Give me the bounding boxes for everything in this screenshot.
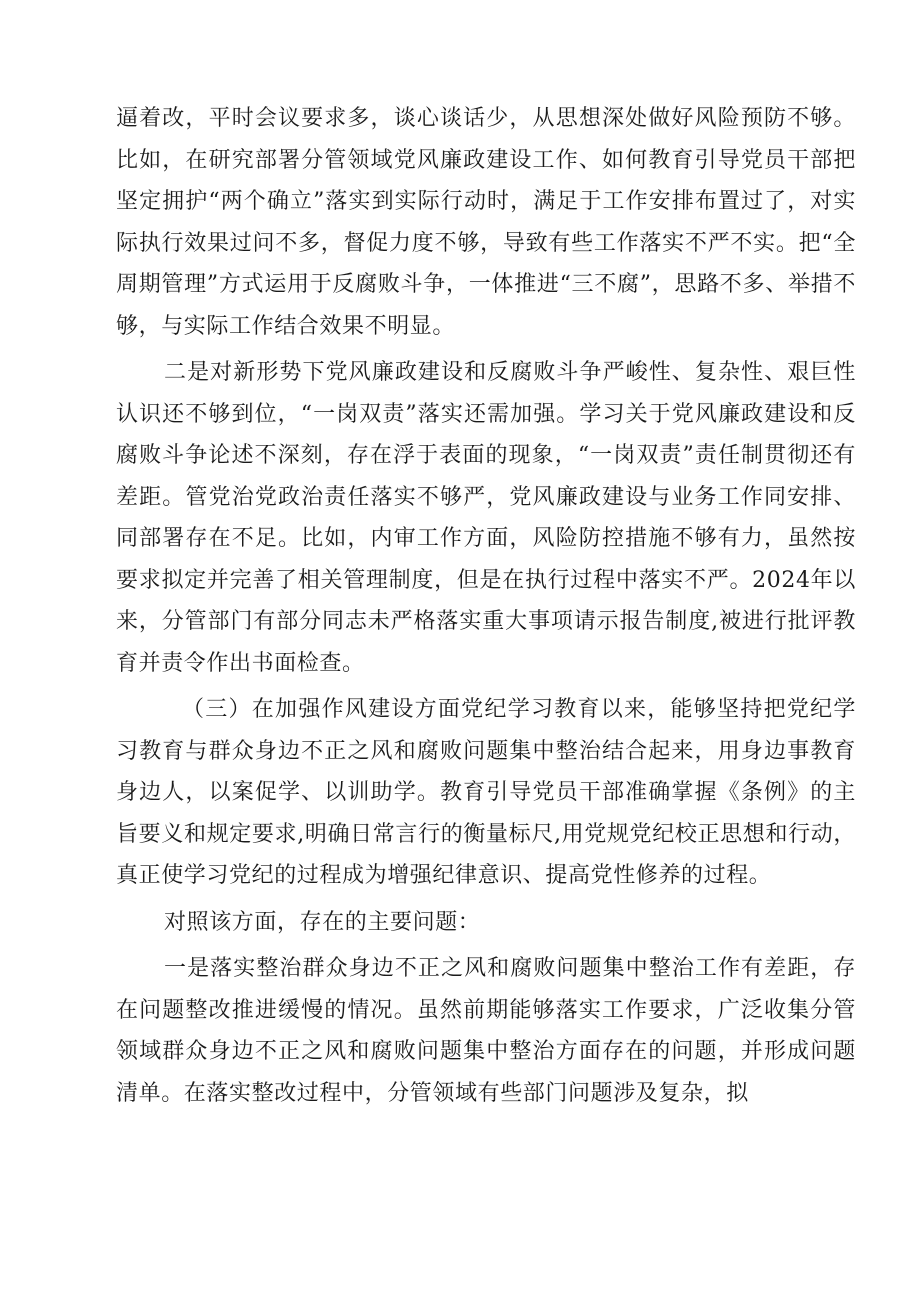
paragraph-point-two: 二是对新形势下党风廉政建设和反腐败斗争严峻性、复杂性、艰巨性认识还不够到位，“一岗双责”落实还需加强。学习关于党风廉政建设和反腐败斗争论述不深刻，存在浮于表面的现象，“一岗双责”责任制贯彻还有差距。管党治党政治责任落实不够严，党风廉政建设与业务工作同安排、同部署存在不足。比如，内审工作方面，风险防控措施不够有力，虽然按要求拟定并完善了相关管理制度，但是在执行过程中落实不严。2024年以来，分管部门有部分同志未严格落实重大事项请示报告制度,被进行批评教育并责令作出书面检查。 xyxy=(116,360,856,676)
paragraph-point-one: 一是落实整治群众身边不正之风和腐败问题集中整治工作有差距，存在问题整改推进缓慢的情况。虽然前期能够落实工作要求，广泛收集分管领域群众身边不正之风和腐败问题集中整治方面存在的问题，并形成问题清单。在落实整改过程中，分管领域有些部门问题涉及复杂，拟 xyxy=(116,956,856,1106)
paragraph-continuation: 逼着改，平时会议要求多，谈心谈话少，从思想深处做好风险预防不够。比如，在研究部署分管领域党风廉政建设工作、如何教育引导党员干部把坚定拥护“两个确立”落实到实际行动时，满足于工作安排布置过了，对实际执行效果过问不多，督促力度不够，导致有些工作落实不严不实。把“全周期管理”方式运用于反腐败斗争，一体推进“三不腐”，思路不多、举措不够，与实际工作结合效果不明显。 xyxy=(116,106,856,339)
paragraph-main-problems: 对照该方面，存在的主要问题： xyxy=(164,909,481,935)
paragraph-section-three: （三）在加强作风建设方面党纪学习教育以来，能够坚持把党纪学习教育与群众身边不正之风和腐败问题集中整治结合起来，用身边事教育身边人，以案促学、以训助学。教育引导党员干部准确掌握《条例》的主旨要义和规定要求,明确日常言行的衡量标尺,用党规党纪校正思想和行动，真正使学习党纪的过程成为增强纪律意识、提高党性修养的过程。 xyxy=(116,697,856,888)
document-body xyxy=(116,98,856,1114)
